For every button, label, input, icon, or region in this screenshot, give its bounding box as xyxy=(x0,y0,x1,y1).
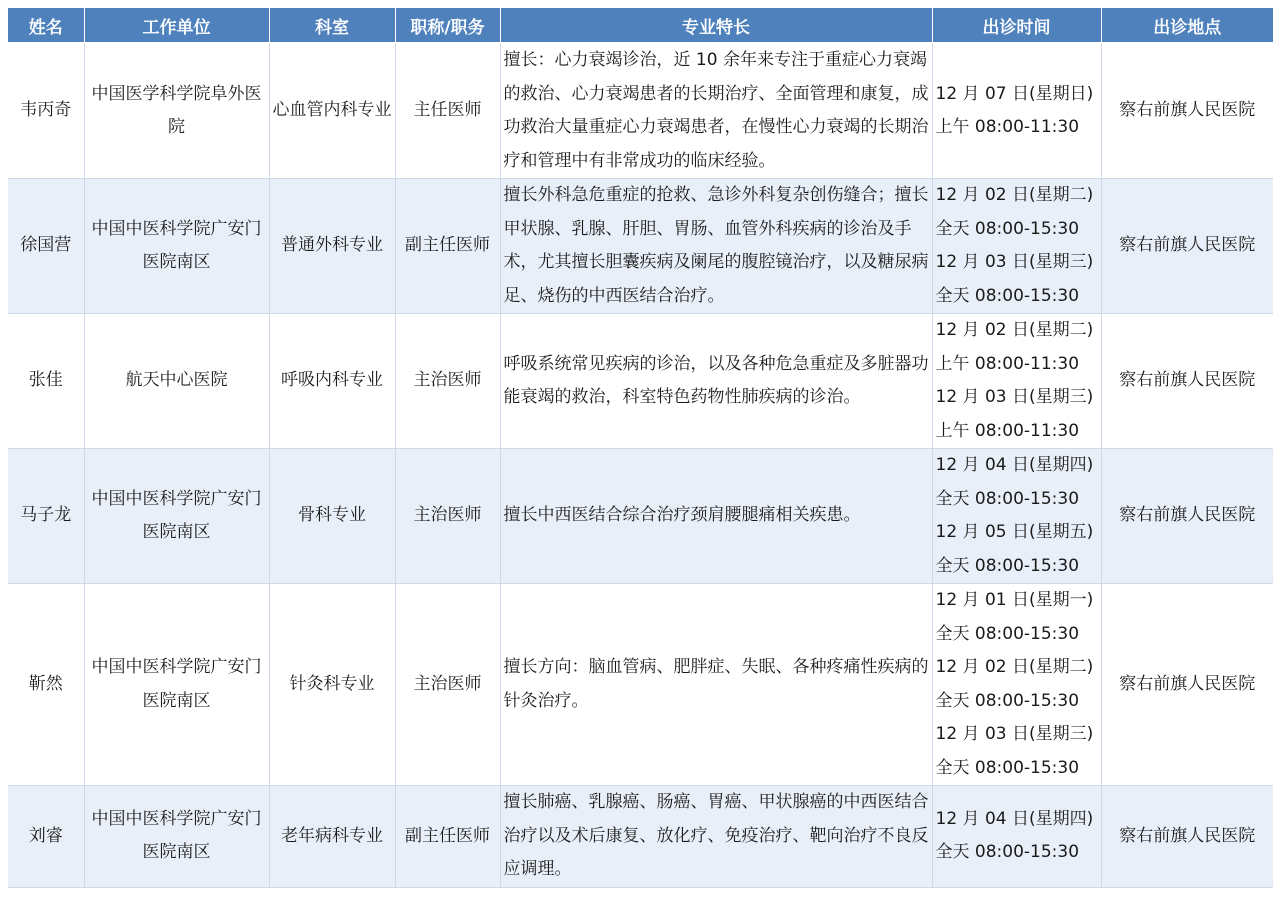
job-title: 副主任医师 xyxy=(395,786,500,888)
time-line: 12 月 02 日(星期二) xyxy=(935,185,1094,205)
header-title: 职称/职务 xyxy=(395,8,500,43)
clinic-time xyxy=(932,179,1101,314)
table-row xyxy=(8,43,1273,179)
time-line: 12 月 07 日(星期日) xyxy=(935,83,1094,104)
clinic-time xyxy=(932,786,1101,888)
specialty: 擅长中西医结合综合治疗颈肩腰腿痛相关疾患。 xyxy=(500,449,932,584)
time-line: 12 月 02 日(星期二) xyxy=(935,657,1094,677)
clinic-place: 察右前旗人民医院 xyxy=(1101,43,1273,179)
time-line: 12 月 03 日(星期三) xyxy=(935,252,1094,272)
clinic-time xyxy=(932,449,1101,584)
doctor-name: 靳然 xyxy=(8,584,84,786)
time-line: 全天 08:00-15:30 xyxy=(935,757,1080,778)
time-line: 12 月 03 日(星期三) xyxy=(935,387,1094,407)
header-dept: 科室 xyxy=(269,8,395,43)
time-line: 12 月 03 日(星期三) xyxy=(935,724,1094,744)
table-row xyxy=(8,179,1273,314)
header-time: 出诊时间 xyxy=(932,8,1101,43)
header-specialty: 专业特长 xyxy=(500,8,932,43)
doctor-name: 刘睿 xyxy=(8,786,84,888)
clinic-time xyxy=(932,584,1101,786)
job-title: 主任医师 xyxy=(395,43,500,179)
time-line: 全天 08:00-15:30 xyxy=(935,842,1080,863)
work-unit: 中国医学科学院阜外医院 xyxy=(84,43,269,179)
clinic-time xyxy=(932,43,1101,179)
time-line: 全天 08:00-15:30 xyxy=(935,218,1080,239)
time-line: 12 月 04 日(星期四) xyxy=(935,808,1094,829)
header-name: 姓名 xyxy=(8,8,84,43)
time-line: 全天 08:00-15:30 xyxy=(935,285,1080,306)
header-row xyxy=(8,8,1273,43)
job-title: 主治医师 xyxy=(395,584,500,786)
time-line: 12 月 04 日(星期四) xyxy=(935,455,1094,475)
department: 普通外科专业 xyxy=(269,179,395,314)
doctor-name: 张佳 xyxy=(8,314,84,449)
time-line: 全天 08:00-15:30 xyxy=(935,623,1080,644)
specialty: 擅长方向：脑血管病、肥胖症、失眠、各种疼痛性疾病的针灸治疗。 xyxy=(500,584,932,786)
table-row xyxy=(8,449,1273,584)
department: 老年病科专业 xyxy=(269,786,395,888)
work-unit: 中国中医科学院广安门医院南区 xyxy=(84,179,269,314)
doctor-name: 韦丙奇 xyxy=(8,43,84,179)
table-row xyxy=(8,314,1273,449)
table-row xyxy=(8,584,1273,786)
work-unit: 航天中心医院 xyxy=(84,314,269,449)
specialty: 擅长外科急危重症的抢救、急诊外科复杂创伤缝合；擅长甲状腺、乳腺、肝胆、胃肠、血管外科疾病的诊治及手术，尤其擅长胆囊疾病及阑尾的腹腔镜治疗，以及糖尿病足、烧伤的中西医结合治疗。 xyxy=(500,179,932,314)
time-line: 全天 08:00-15:30 xyxy=(935,555,1080,576)
time-line: 上午 08:00-11:30 xyxy=(935,353,1080,374)
department: 针灸科专业 xyxy=(269,584,395,786)
department: 呼吸内科专业 xyxy=(269,314,395,449)
work-unit: 中国中医科学院广安门医院南区 xyxy=(84,786,269,888)
clinic-place: 察右前旗人民医院 xyxy=(1101,449,1273,584)
job-title: 主治医师 xyxy=(395,314,500,449)
specialty: 呼吸系统常见疾病的诊治，以及各种危急重症及多脏器功能衰竭的救治，科室特色药物性肺疾病的诊治。 xyxy=(500,314,932,449)
time-line: 12 月 05 日(星期五) xyxy=(935,522,1094,542)
work-unit: 中国中医科学院广安门医院南区 xyxy=(84,584,269,786)
doctor-schedule-table xyxy=(8,8,1273,888)
clinic-time xyxy=(932,314,1101,449)
job-title: 副主任医师 xyxy=(395,179,500,314)
table-row xyxy=(8,786,1273,888)
doctor-name: 徐国营 xyxy=(8,179,84,314)
work-unit: 中国中医科学院广安门医院南区 xyxy=(84,449,269,584)
time-line: 上午 08:00-11:30 xyxy=(935,420,1080,441)
header-place: 出诊地点 xyxy=(1101,8,1273,43)
clinic-place: 察右前旗人民医院 xyxy=(1101,179,1273,314)
time-line: 全天 08:00-15:30 xyxy=(935,488,1080,509)
clinic-place: 察右前旗人民医院 xyxy=(1101,314,1273,449)
time-line: 12 月 01 日(星期一) xyxy=(935,590,1094,610)
time-line: 12 月 02 日(星期二) xyxy=(935,320,1094,340)
time-line: 上午 08:00-11:30 xyxy=(935,117,1080,137)
header-unit: 工作单位 xyxy=(84,8,269,43)
department: 骨科专业 xyxy=(269,449,395,584)
specialty: 擅长肺癌、乳腺癌、肠癌、胃癌、甲状腺癌的中西医结合治疗以及术后康复、放化疗、免疫治疗、靶向治疗不良反应调理。 xyxy=(500,786,932,888)
job-title: 主治医师 xyxy=(395,449,500,584)
clinic-place: 察右前旗人民医院 xyxy=(1101,786,1273,888)
doctor-name: 马子龙 xyxy=(8,449,84,584)
department: 心血管内科专业 xyxy=(269,43,395,179)
specialty: 擅长：心力衰竭诊治，近 10 余年来专注于重症心力衰竭的救治、心力衰竭患者的长期治疗、全面管理和康复，成功救治大量重症心力衰竭患者，在慢性心力衰竭的长期治疗和管理中有非常成功的临床经验。 xyxy=(500,43,932,179)
time-line: 全天 08:00-15:30 xyxy=(935,690,1080,711)
clinic-place: 察右前旗人民医院 xyxy=(1101,584,1273,786)
